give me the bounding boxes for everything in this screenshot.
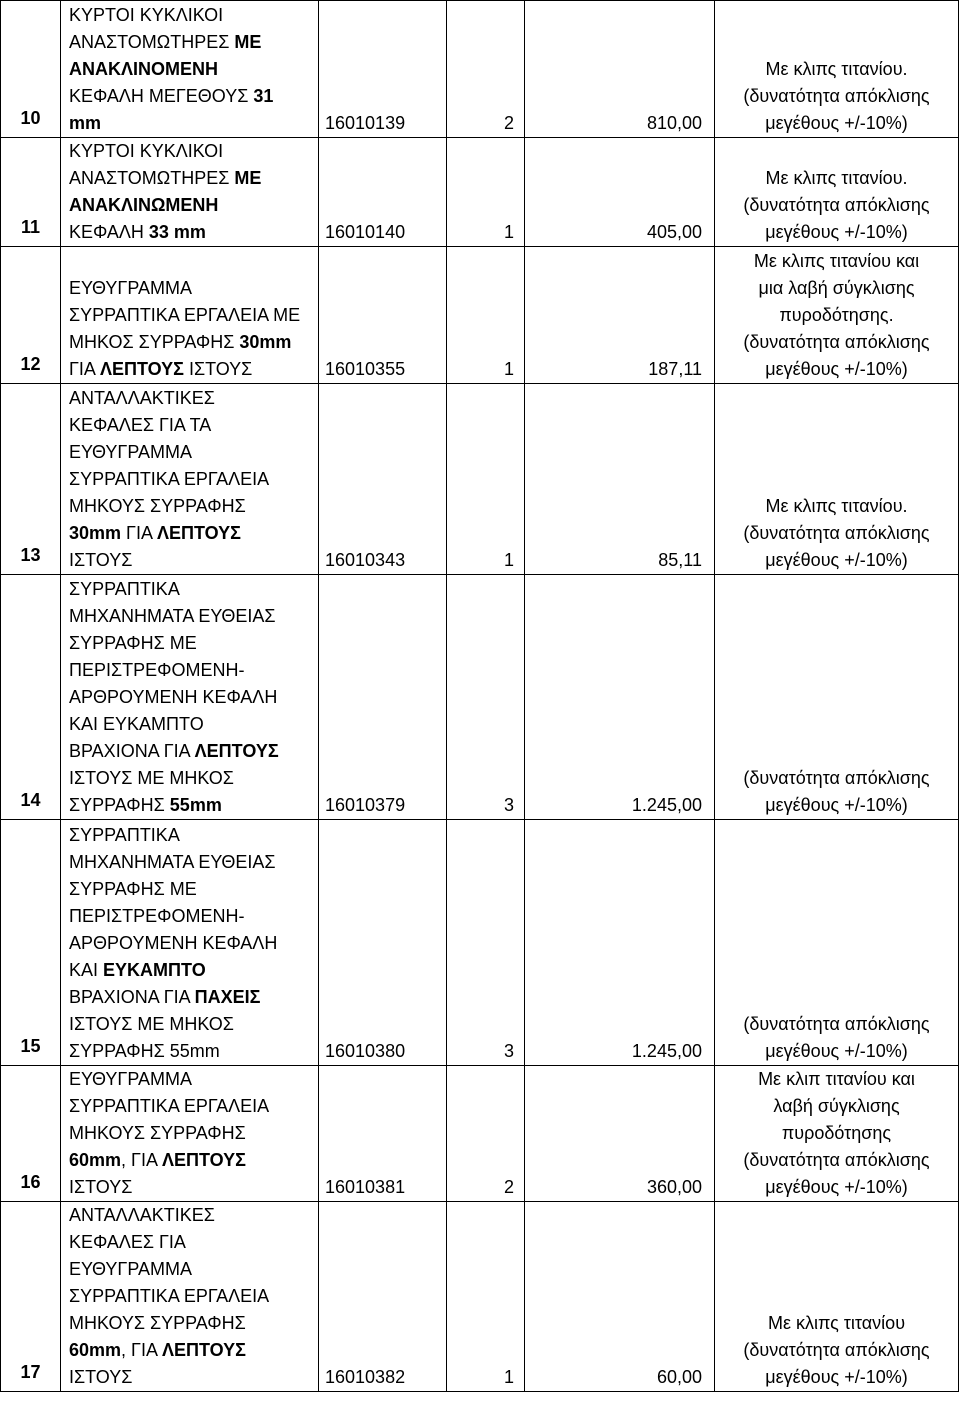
description-segment: ΒΡΑΧΙΟΝΑ ΓΙΑ [69,741,195,761]
item-code [319,138,447,247]
description-segment: , ΓΙΑ [121,1150,162,1170]
description-segment: ΑΝΤΑΛΛΑΚΤΙΚΕΣ [69,388,215,408]
note-line: μεγέθους +/-10%) [765,1367,908,1387]
row-number-text: 16 [20,1172,41,1192]
item-description [61,384,319,575]
row-number-text: 12 [20,354,41,374]
description-segment: ΠΕΡΙΣΤΡΕΦΟΜΕΝΗ- [69,906,245,926]
note-line: (δυνατότητα απόκλισης [743,86,930,106]
description-segment: ΑΝΑΣΤΟΜΩΤΗΡΕΣ [69,32,235,52]
note-line: μεγέθους +/-10%) [765,113,908,133]
note-line: πυροδότησης. [779,305,894,325]
description-segment: ΓΙΑ [69,359,100,379]
item-quantity-text: 1 [503,550,514,570]
item-price [525,138,715,247]
description-segment: ΣΥΡΡΑΠΤΙΚΑ ΕΡΓΑΛΕΙΑ [69,1286,270,1306]
row-number [1,138,61,247]
item-quantity [447,138,525,247]
item-quantity-text: 3 [503,1041,514,1061]
row-number [1,1202,61,1392]
description-segment: ΜΕ [234,32,262,52]
description-segment: 55mm [169,795,222,815]
item-price-text: 60,00 [656,1367,702,1387]
item-notes [715,820,959,1066]
item-price [525,247,715,384]
description-segment: ΙΣΤΟΥΣ [69,550,133,570]
note-line: (δυνατότητα απόκλισης [743,768,930,788]
item-price-text: 187,11 [648,359,702,379]
description-segment: ΑΡΘΡΟΥΜΕΝΗ ΚΕΦΑΛΗ [69,933,278,953]
description-segment: ΚΕΦΑΛΗ ΜΕΓΕΘΟΥΣ [69,86,254,106]
item-code-text: 16010380 [325,1041,406,1061]
description-segment: ΕΥΘΥΓΡΑΜΜΑ [69,1069,193,1089]
item-quantity [447,384,525,575]
item-code [319,247,447,384]
item-price [525,1066,715,1202]
description-segment: ΠΕΡΙΣΤΡΕΦΟΜΕΝΗ- [69,660,245,680]
description-segment: ΚΕΦΑΛΗ [69,222,149,242]
item-code-text: 16010381 [325,1177,406,1197]
description-segment: ΜΕ [234,168,262,188]
row-number-text: 14 [20,790,41,810]
item-description [61,820,319,1066]
description-segment: 31 [253,86,274,106]
table-row [1,575,959,820]
description-segment: ΕΥΘΥΓΡΑΜΜΑ [69,278,193,298]
item-notes [715,1066,959,1202]
item-quantity [447,1066,525,1202]
note-line: Με κλιπς τιτανίου [767,1313,906,1333]
row-number [1,575,61,820]
description-segment: ΣΥΡΡΑΠΤΙΚΑ ΕΡΓΑΛΕΙΑ [69,469,270,489]
description-segment: ΣΥΡΡΑΠΤΙΚΑ [69,825,180,845]
item-notes [715,384,959,575]
description-segment: ΣΥΡΡΑΠΤΙΚΑ [69,579,180,599]
description-segment: ΣΥΡΡΑΦΗΣ ΜΕ [69,879,197,899]
note-line: Με κλιπς τιτανίου. [765,168,908,188]
row-number-text: 13 [20,545,41,565]
description-segment: ΣΥΡΡΑΦΗΣ [69,795,170,815]
row-number [1,247,61,384]
description-segment: ΑΡΘΡΟΥΜΕΝΗ ΚΕΦΑΛΗ [69,687,278,707]
description-segment: 33 mm [148,222,206,242]
note-line: (δυνατότητα απόκλισης [743,1340,930,1360]
description-segment: ΣΥΡΡΑΦΗΣ ΜΕ [69,633,197,653]
note-line: μεγέθους +/-10%) [765,550,908,570]
description-segment: ΕΥΘΥΓΡΑΜΜΑ [69,442,193,462]
row-number-text: 15 [20,1036,41,1056]
table-row [1,1202,959,1392]
item-quantity [447,247,525,384]
item-quantity-text: 1 [503,222,514,242]
note-line: μια λαβή σύγκλισης [758,278,915,298]
description-segment: , ΓΙΑ [121,1340,162,1360]
note-line: (δυνατότητα απόκλισης [743,1150,930,1170]
description-segment: ΕΥΘΥΓΡΑΜΜΑ [69,1259,193,1279]
note-line: Με κλιπς τιτανίου και [753,251,920,271]
item-price [525,384,715,575]
description-segment: ΛΕΠΤΟΥΣ [156,523,241,543]
description-segment: ΛΕΠΤΟΥΣ [194,741,279,761]
description-segment: mm [69,113,102,133]
description-segment: ΚΕΦΑΛΕΣ ΓΙΑ ΤΑ [69,415,212,435]
description-segment: ΙΣΤΟΥΣ ΜΕ ΜΗΚΟΣ [69,1014,234,1034]
row-number-text: 10 [20,108,41,128]
description-segment: ΜΗΚΟΥΣ ΣΥΡΡΑΦΗΣ [69,1313,246,1333]
note-line: μεγέθους +/-10%) [765,795,908,815]
item-price [525,820,715,1066]
row-number-text: 17 [20,1362,41,1382]
description-segment: ΑΝΑΚΛΙΝΩΜΕΝΗ [69,195,219,215]
table-row [1,247,959,384]
item-code [319,575,447,820]
item-price-text: 405,00 [646,222,702,242]
note-line: πυροδότησης [781,1123,892,1143]
note-line: (δυνατότητα απόκλισης [743,332,930,352]
item-price [525,1202,715,1392]
item-notes [715,575,959,820]
item-description [61,1,319,138]
description-segment: 30mm [239,332,292,352]
description-segment: ΚΥΡΤΟΙ ΚΥΚΛΙΚΟΙ [69,141,224,161]
description-segment: 60mm [69,1340,122,1360]
row-number [1,384,61,575]
item-quantity [447,820,525,1066]
note-line: (δυνατότητα απόκλισης [743,1014,930,1034]
description-segment: ΜΗΧΑΝΗΜΑΤΑ ΕΥΘΕΙΑΣ [69,852,276,872]
item-price-text: 85,11 [658,550,702,570]
note-line: (δυνατότητα απόκλισης [743,523,930,543]
description-segment: ΜΗΚΟΥΣ ΣΥΡΡΑΦΗΣ [69,496,246,516]
item-price-text: 360,00 [646,1177,702,1197]
note-line: μεγέθους +/-10%) [765,1041,908,1061]
item-price-text: 1.245,00 [631,1041,702,1061]
description-segment: ΙΣΤΟΥΣ [69,1177,133,1197]
table-row [1,138,959,247]
row-number [1,820,61,1066]
description-segment: ΙΣΤΟΥΣ [183,359,253,379]
item-code [319,1,447,138]
description-segment: ΓΙΑ [121,523,157,543]
description-segment: ΕΥΚΑΜΠΤΟ [103,960,206,980]
item-price [525,575,715,820]
note-line: μεγέθους +/-10%) [765,359,908,379]
description-segment: ΑΝΤΑΛΛΑΚΤΙΚΕΣ [69,1205,215,1225]
note-line: μεγέθους +/-10%) [765,1177,908,1197]
description-segment: ΜΗΧΑΝΗΜΑΤΑ ΕΥΘΕΙΑΣ [69,606,276,626]
description-segment: ΚΑΙ ΕΥΚΑΜΠΤΟ [69,714,204,734]
description-segment: ΜΗΚΟΥΣ ΣΥΡΡΑΦΗΣ [69,1123,246,1143]
item-code-text: 16010382 [325,1367,406,1387]
item-code-text: 16010379 [325,795,406,815]
item-quantity [447,1,525,138]
item-quantity-text: 3 [503,795,514,815]
item-code-text: 16010140 [325,222,406,242]
note-line: Με κλιπς τιτανίου. [765,496,908,516]
item-quantity [447,575,525,820]
item-code-text: 16010343 [325,550,406,570]
description-segment: ΣΥΡΡΑΠΤΙΚΑ ΕΡΓΑΛΕΙΑ [69,1096,270,1116]
item-code [319,1202,447,1392]
item-price [525,1,715,138]
note-line: λαβή σύγκλισης [773,1096,900,1116]
item-description [61,575,319,820]
item-notes [715,138,959,247]
item-quantity [447,1202,525,1392]
description-segment: ΛΕΠΤΟΥΣ [99,359,184,379]
description-segment: ΑΝΑΣΤΟΜΩΤΗΡΕΣ [69,168,235,188]
note-line: Με κλιπ τιτανίου και [758,1069,915,1089]
description-segment: ΣΥΡΡΑΠΤΙΚΑ ΕΡΓΑΛΕΙΑ ΜΕ [69,305,301,325]
description-segment: ΚΕΦΑΛΕΣ ΓΙΑ [69,1232,186,1252]
item-description [61,247,319,384]
description-segment: ΚΥΡΤΟΙ ΚΥΚΛΙΚΟΙ [69,5,224,25]
item-notes [715,1202,959,1392]
item-quantity-text: 1 [503,359,514,379]
description-segment: ΜΗΚΟΣ ΣΥΡΡΑΦΗΣ [69,332,240,352]
description-segment: ΠΑΧΕΙΣ [194,987,261,1007]
item-notes [715,247,959,384]
row-number [1,1,61,138]
table-row [1,820,959,1066]
note-line: Με κλιπς τιτανίου. [765,59,908,79]
note-line: (δυνατότητα απόκλισης [743,195,930,215]
table-row [1,1066,959,1202]
description-segment: ΣΥΡΡΑΦΗΣ 55mm [69,1041,220,1061]
table-row [1,384,959,575]
item-quantity-text: 2 [503,113,514,133]
row-number [1,1066,61,1202]
item-code [319,820,447,1066]
row-number-text: 11 [20,217,41,237]
description-segment: ΙΣΤΟΥΣ ΜΕ ΜΗΚΟΣ [69,768,234,788]
description-segment: ΛΕΠΤΟΥΣ [161,1150,246,1170]
item-description [61,138,319,247]
item-quantity-text: 2 [503,1177,514,1197]
item-price-text: 1.245,00 [631,795,702,815]
description-segment: ΛΕΠΤΟΥΣ [161,1340,246,1360]
item-price-text: 810,00 [646,113,702,133]
table-row [1,1,959,138]
item-description [61,1202,319,1392]
item-code-text: 16010139 [325,113,406,133]
item-code [319,1066,447,1202]
description-segment: 60mm [69,1150,122,1170]
description-segment: ΑΝΑΚΛΙΝΟΜΕΝΗ [69,59,219,79]
item-quantity-text: 1 [503,1367,514,1387]
description-segment: 30mm [69,523,122,543]
item-description [61,1066,319,1202]
description-segment: ΙΣΤΟΥΣ [69,1367,133,1387]
item-notes [715,1,959,138]
description-segment: ΚΑΙ [69,960,104,980]
description-segment: ΒΡΑΧΙΟΝΑ ΓΙΑ [69,987,195,1007]
note-line: μεγέθους +/-10%) [765,222,908,242]
item-code-text: 16010355 [325,359,406,379]
item-code [319,384,447,575]
